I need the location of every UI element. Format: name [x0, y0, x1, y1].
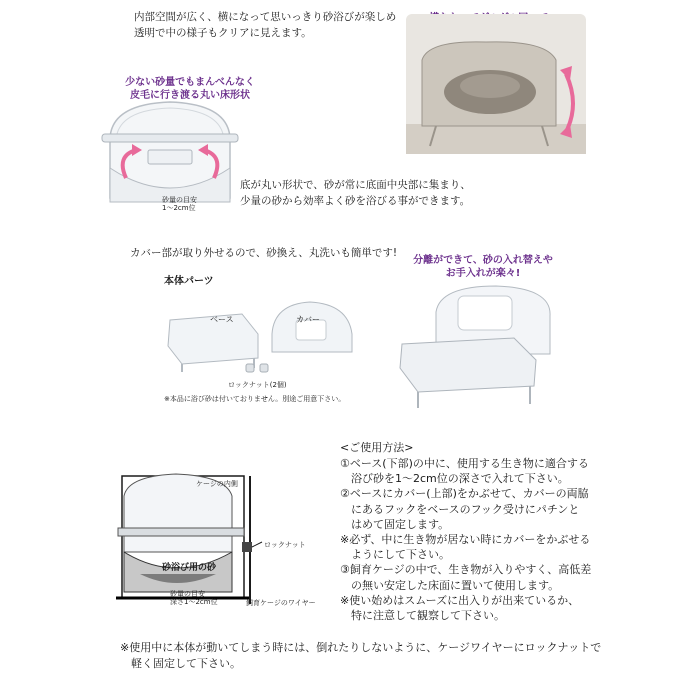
callout-sand-floor: 少ない砂量でもまんべんなく 皮毛に行き渡る丸い床形状 [125, 77, 255, 101]
parts-lock-nut-label: ロックナット(2個) [228, 381, 287, 389]
cage-sand-label: 砂浴び用の砂 [162, 563, 217, 573]
cage-wire-label: 飼育ケージのワイヤー [246, 599, 316, 607]
separated-product-image [396, 282, 556, 412]
intro-line-1: 内部空間が広く、横になって思いっきり砂浴びが楽しめ [134, 11, 397, 23]
round-floor-line-1: 底が丸い形状で、砂が常に底面中央部に集まり、 [240, 179, 471, 191]
usage-step-2-cont: はめて固定します。 [340, 517, 450, 531]
round-floor-line-2: 少量の砂から効率よく砂を浴びる事ができます。 [240, 195, 471, 207]
usage-note-2-cont: 特に注意して観察して下さい。 [340, 609, 505, 623]
usage-note-1: ※必ず、中に生き物が居ない時にカバーをかぶせる [340, 533, 591, 547]
footer-line-2: 軽く固定して下さい。 [120, 657, 241, 670]
footer-line-1: ※使用中に本体が動いてしまう時には、倒れたりしないように、ケージワイヤーにロックナットで [120, 641, 602, 654]
usage-note-1-cont: ようにして下さい。 [340, 548, 450, 562]
usage-step-2: ②ベースにカバー(上部)をかぶせて、カバーの両脇 [340, 487, 589, 501]
usage-step-3: ③飼育ケージの中で、生き物が入りやすく、高低差 [340, 563, 592, 577]
usage-note-2: ※使い始めはスムーズに出入りが出来ているか、 [340, 593, 580, 607]
usage-step-1: ①ベース(下部)の中に、使用する生き物に適合する [340, 457, 589, 470]
cage-depth-label: 砂量の目安 深さ1〜2cm位 [170, 590, 218, 606]
hamster-photo [406, 14, 586, 154]
usage-step-3-cont: の無い安定した床面に置いて使用します。 [340, 578, 560, 592]
cage-inside-label: ケージの内側 [196, 480, 238, 488]
callout-separable: 分離ができて、砂の入れ替えや お手入れが楽々! [413, 255, 553, 279]
cover-text: カバー部が取り外せるので、砂換え、丸洗いも簡単です! [130, 247, 398, 259]
usage-step-1-cont: 浴び砂を1〜2cm位の深さで入れて下さい。 [340, 472, 569, 486]
cage-lock-nut-label: ロックナット [264, 541, 306, 549]
usage-step-2-cont: にあるフックをベースのフック受けにパチンと [340, 502, 580, 516]
intro-line-2: 透明で中の様子もクリアに見えます。 [134, 27, 312, 39]
usage-instructions [340, 456, 591, 623]
parts-image [162, 290, 372, 376]
usage-title: <ご使用方法> [340, 441, 414, 454]
parts-cover-label: カバー [296, 315, 320, 324]
sand-depth-label: 砂量の目安 1〜2cm位 [162, 196, 197, 212]
parts-note: ※本品に浴び砂は付いておりません。別途ご用意下さい。 [164, 395, 346, 403]
parts-base-label: ベース [210, 315, 234, 324]
parts-title: 本体パーツ [164, 276, 214, 287]
